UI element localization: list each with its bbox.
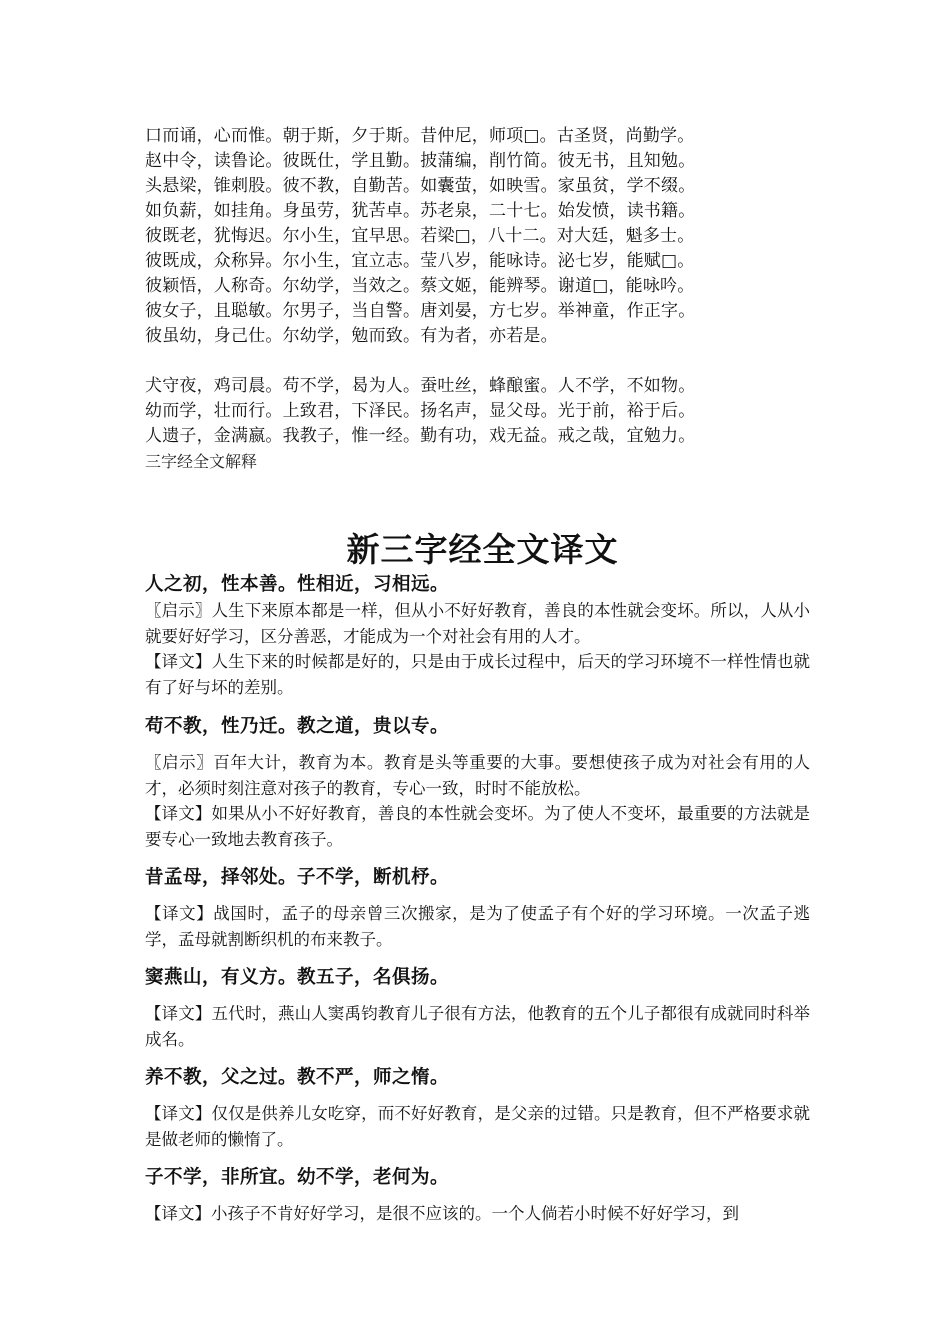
section-paragraph: 【译文】人生下来的时候都是好的，只是由于成长过程中，后天的学习环境不一样性情也就有了好与坏的差别。 [145, 652, 810, 697]
verse-block-1 [145, 124, 810, 349]
verse-line: 口而诵，心而惟。朝于斯，夕于斯。昔仲尼，师项□。古圣贤，尚勤学。 [145, 126, 695, 146]
verse-line: 彼颖悟，人称奇。尔幼学，当效之。蔡文姬，能辨琴。谢道□，能咏吟。 [145, 276, 695, 296]
section-6 [145, 1165, 810, 1227]
section-5 [145, 1065, 810, 1152]
page-title: 新三字经全文译文 [346, 530, 619, 569]
verse-line: 彼既老，犹悔迟。尔小生，宜早思。若梁□，八十二。对大廷，魁多士。 [145, 226, 695, 246]
section-heading: 养不教，父之过。教不严，师之惰。 [145, 1067, 450, 1088]
section-heading: 子不学，非所宜。幼不学，老何为。 [145, 1167, 450, 1188]
section-paragraph: 【译文】如果从小不好好教育，善良的本性就会变坏。为了使人不变坏，最重要的方法就是要专心一致地去教育孩子。 [145, 804, 810, 849]
section-paragraph: 【译文】小孩子不肯好好学习，是很不应该的。一个人倘若小时候不好好学习，到 [145, 1204, 739, 1223]
section-1 [145, 572, 810, 700]
section-4 [145, 965, 810, 1052]
section-paragraph: 〖启示〗百年大计，教育为本。教育是头等重要的大事。要想使孩子成为对社会有用的人才，必须时刻注意对孩子的教育，专心一致，时时不能放松。 [145, 753, 810, 798]
verse-line: 头悬梁，锥刺股。彼不教，自勤苦。如囊萤，如映雪。家虽贫，学不缀。 [145, 176, 696, 196]
section-heading: 苟不教，性乃迁。教之道，贵以专。 [145, 716, 450, 737]
section-2 [145, 714, 810, 852]
section-heading: 窦燕山，有义方。教五子，名俱扬。 [145, 967, 450, 988]
verse-line: 彼虽幼，身己仕。尔幼学，勉而致。有为者，亦若是。 [145, 326, 558, 346]
verse-line: 如负薪，如挂角。身虽劳，犹苦卓。苏老泉，二十七。始发愤，读书籍。 [145, 201, 696, 221]
section-paragraph: 【译文】五代时，燕山人窦禹钧教育儿子很有方法，他教育的五个儿子都很有成就同时科举成名。 [145, 1004, 810, 1049]
section-paragraph: 〖启示〗人生下来原本都是一样，但从小不好好教育，善良的本性就会变坏。所以，人从小就要好好学习，区分善恶，才能成为一个对社会有用的人才。 [145, 601, 810, 646]
section-heading: 人之初，性本善。性相近，习相远。 [145, 574, 450, 595]
section-paragraph: 【译文】战国时，孟子的母亲曾三次搬家，是为了使孟子有个好的学习环境。一次孟子逃学，孟母就割断织机的布来教子。 [145, 904, 810, 949]
section-heading: 昔孟母，择邻处。子不学，断机杼。 [145, 867, 450, 888]
verse-block-2 [145, 374, 810, 449]
caption-text: 三字经全文解释 [145, 452, 258, 471]
verse-line: 彼女子，且聪敏。尔男子，当自警。唐刘晏，方七岁。举神童，作正字。 [145, 301, 696, 321]
section-3 [145, 865, 810, 952]
blank-line [145, 349, 810, 374]
verse-line: 犬守夜，鸡司晨。苟不学，曷为人。蚕吐丝，蜂酿蜜。人不学，不如物。 [145, 376, 696, 396]
verse-line: 赵中令，读鲁论。彼既仕，学且勤。披蒲编，削竹简。彼无书，且知勉。 [145, 151, 696, 171]
section-paragraph: 【译文】仅仅是供养儿女吃穿，而不好好教育，是父亲的过错。只是教育，但不严格要求就是做老师的懒惰了。 [145, 1104, 810, 1149]
verse-line: 彼既成，众称异。尔小生，宜立志。莹八岁，能咏诗。泌七岁，能赋□。 [145, 251, 695, 271]
document-page [145, 124, 810, 1227]
verse-line: 人遗子，金满嬴。我教子，惟一经。勤有功，戏无益。戒之哉，宜勉力。 [145, 426, 696, 446]
verse-line: 幼而学，壮而行。上致君，下泽民。扬名声，显父母。光于前，裕于后。 [145, 401, 696, 421]
